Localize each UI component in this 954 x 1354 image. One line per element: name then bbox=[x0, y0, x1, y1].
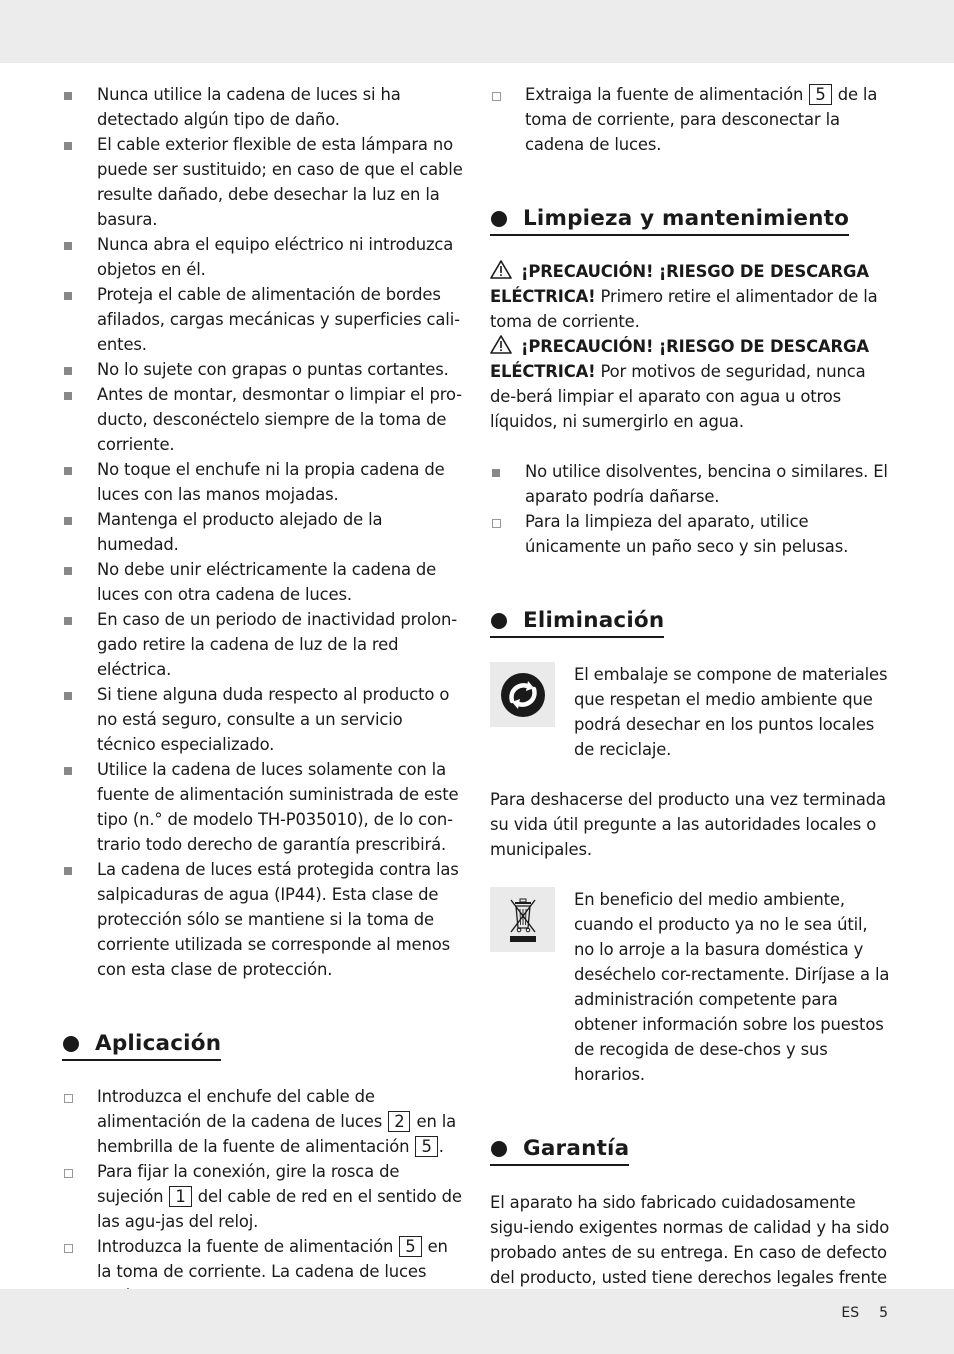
warning-electric-2: ¡PRECAUCIÓN! ¡RIESGO DE DESCARGA ELÉCTRICA! Por motivos de seguridad, nunca de-berá limpiar el aparato con agua u otros líquidos, ni sumergirlo en agua. bbox=[490, 337, 869, 431]
warning-triangle-icon bbox=[490, 335, 512, 354]
packaging-text: El embalaje se compone de materiales que respetan el medio ambiente que podrá desechar en los puntos locales de reciclaje. bbox=[574, 665, 888, 759]
part-ref: 5 bbox=[415, 1136, 437, 1157]
application-steps bbox=[62, 1084, 465, 1309]
top-band bbox=[0, 0, 954, 63]
warning-triangle-icon bbox=[490, 260, 512, 279]
list-item: La cadena de luces está protegida contra las salpicaduras de agua (IP44). Esta clase de protección sólo se mantiene si la toma de corriente utilizada se corresponde al menos con esta clase de protección. bbox=[62, 857, 465, 982]
list-item: Mantenga el producto alejado de la humedad. bbox=[62, 507, 465, 557]
heading-aplicacion: Aplicación bbox=[62, 1029, 221, 1061]
list-item: Introduzca la fuente de alimentación 5 en la toma de corriente. La cadena de luces bbox=[62, 1234, 465, 1309]
green-dot-recycle-icon bbox=[490, 662, 555, 727]
weee-disposal bbox=[490, 887, 892, 1087]
part-ref: 2 bbox=[388, 1111, 410, 1132]
page-footer bbox=[841, 1305, 888, 1321]
list-item: Introduzca el enchufe del cable de alimentación de la cadena de luces 2 en la hembrilla de la fuente de alimentación 5 . bbox=[62, 1084, 465, 1159]
list-item: Para fijar la conexión, gire la rosca de sujeción 1 del cable de red en el sentido de las agu-jas del reloj. bbox=[62, 1159, 465, 1234]
weee-text: En beneficio del medio ambiente, cuando el producto ya no le sea útil, no lo arroje a la basura doméstica y deséchelo cor-rectamente. Diríjase a la administración competente para obtener información sobre los puestos de recogida de dese-chos y sus horarios. bbox=[574, 890, 890, 1084]
list-item: No lo sujete con grapas o puntas cortantes. bbox=[62, 357, 465, 382]
list-item: Para la limpieza del aparato, utilice únicamente un paño seco y sin pelusas. bbox=[490, 509, 892, 559]
bottom-band bbox=[0, 1289, 954, 1354]
part-ref: 5 bbox=[399, 1236, 421, 1257]
list-item: En caso de un periodo de inactividad prolon-gado retire la cadena de luz de la red eléctrica. bbox=[62, 607, 465, 682]
list-item: Extraiga la fuente de alimentación 5 de la toma de corriente, para desconectar la cadena de luces. bbox=[490, 82, 892, 157]
part-ref: 1 bbox=[169, 1186, 191, 1207]
crossed-out-bin-icon bbox=[490, 887, 555, 952]
list-item: Si tiene alguna duda respecto al producto o no está seguro, consulte a un servicio técnico especializado. bbox=[62, 682, 465, 757]
language-code: ES bbox=[841, 1305, 860, 1321]
cleaning-list bbox=[490, 459, 892, 559]
right-column bbox=[490, 82, 892, 1315]
list-item: El cable exterior flexible de esta lámpara no puede ser sustituido; en caso de que el cable resulte dañado, debe desechar la luz en la basura. bbox=[62, 132, 465, 232]
left-column bbox=[62, 82, 465, 1309]
heading-limpieza: Limpieza y mantenimiento bbox=[490, 204, 849, 236]
list-item: No utilice disolventes, bencina o similares. El aparato podría dañarse. bbox=[490, 459, 892, 509]
list-item: No toque el enchufe ni la propia cadena de luces con las manos mojadas. bbox=[62, 457, 465, 507]
product-disposal-text: Para deshacerse del producto una vez terminada su vida útil pregunte a las autoridades locales o municipales. bbox=[490, 790, 886, 859]
safety-list bbox=[62, 82, 465, 982]
packaging-disposal bbox=[490, 662, 892, 762]
garantia-text: El aparato ha sido fabricado cuidadosamente sigu-iendo exigentes normas de calidad y ha sido probado antes de su entrega. En caso de defecto del producto, usted tiene derechos legales frente bbox=[490, 1193, 890, 1287]
list-item: Utilice la cadena de luces solamente con la fuente de alimentación suministrada de este tipo (n.° de modelo TH-P035010), de lo con-trario todo derecho de garantía prescribirá. bbox=[62, 757, 465, 857]
list-item: No debe unir eléctricamente la cadena de luces con otra cadena de luces. bbox=[62, 557, 465, 607]
list-item: Proteja el cable de alimentación de bordes afilados, cargas mecánicas y superficies cali-entes. bbox=[62, 282, 465, 357]
warning-electric-1: ¡PRECAUCIÓN! ¡RIESGO DE DESCARGA ELÉCTRICA! Primero retire el alimentador de la toma de corriente. bbox=[490, 262, 878, 331]
application-steps-continued bbox=[490, 82, 892, 157]
list-item: Nunca utilice la cadena de luces si ha detectado algún tipo de daño. bbox=[62, 82, 465, 132]
list-item: Antes de montar, desmontar o limpiar el pro-ducto, desconéctelo siempre de la toma de corriente. bbox=[62, 382, 465, 457]
part-ref: 5 bbox=[809, 84, 831, 105]
heading-garantia: Garantía bbox=[490, 1134, 629, 1166]
page-number: 5 bbox=[879, 1305, 888, 1321]
heading-eliminacion: Eliminación bbox=[490, 606, 664, 638]
list-item: Nunca abra el equipo eléctrico ni introduzca objetos en él. bbox=[62, 232, 465, 282]
